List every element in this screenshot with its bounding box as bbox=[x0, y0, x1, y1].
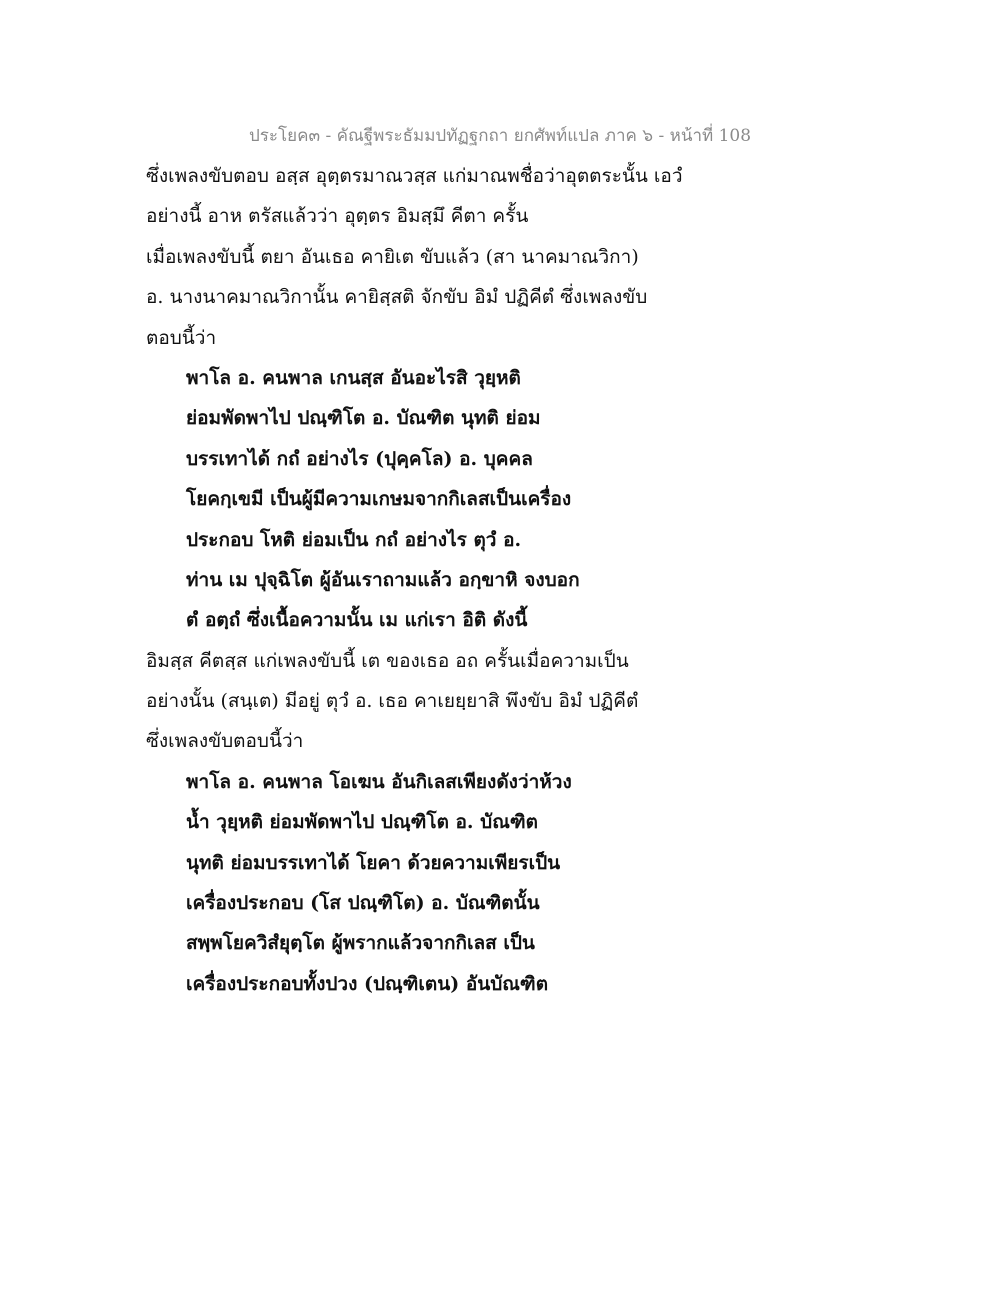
text-line: อิมสฺส คีตสฺส แก่เพลงขับนี้ เต ของเธอ อถ ครั้นเมื่อความเป็น bbox=[146, 649, 629, 672]
verse-line: ย่อมพัดพาไป ปณฺฑิโต อ. บัณฑิต นุทติ ย่อม bbox=[186, 407, 541, 430]
text-line: ซึ่งเพลงขับตอบ อสฺส อุตฺตรมาณวสฺส แก่มาณพชื่อว่าอุตตระนั้น เอวํ bbox=[146, 165, 683, 187]
verse-line: ท่าน เม ปุจฺฉิโต ผู้อันเราถามแล้ว อกฺขาหิ จงบอก bbox=[186, 568, 580, 591]
verse-line: บรรเทาได้ กถํ อย่างไร (ปุคฺคโล) อ. บุคคล bbox=[186, 447, 533, 470]
text-line: ซึ่งเพลงขับตอบนี้ว่า bbox=[146, 730, 304, 753]
verse-line: ตํ อตฺถํ ซึ่งเนื้อความนั้น เม แก่เรา อิติ ดังนี้ bbox=[186, 609, 528, 632]
running-title: ประโยค๓ - คัณฐีพระธัมมปทัฏฐกถา ยกศัพท์แปล ภาค ๖ - หน้าที่ 108 bbox=[248, 126, 752, 146]
text-line: อย่างนี้ อาห ตรัสแล้วว่า อุตฺตร อิมสฺมึ คีตา ครั้น bbox=[146, 205, 529, 228]
verse-line: ประกอบ โหติ ย่อมเป็น กถํ อย่างไร ตุวํ อ. bbox=[186, 528, 522, 551]
verse-line: น้ำ วุยฺหติ ย่อมพัดพาไป ปณฺฑิโต อ. บัณฑิต bbox=[186, 811, 538, 834]
page-header bbox=[0, 122, 1000, 149]
verse-line: นุทติ ย่อมบรรเทาได้ โยคา ด้วยความเพียรเป็น bbox=[186, 851, 561, 874]
verse-line: พาโล อ. คนพาล เกนสฺส อันอะไรสิ วุยฺหติ bbox=[186, 366, 521, 389]
text-line: อย่างนั้น (สนฺเต) มีอยู่ ตุวํ อ. เธอ คาเยยฺยาสิ พึงขับ อิมํ ปฏิคีตํ bbox=[146, 690, 639, 713]
text-line: เมื่อเพลงขับนี้ ตยา อันเธอ คายิเต ขับแล้ว (สา นาคมาณวิกา) bbox=[146, 245, 639, 268]
verse-line: สพฺพโยควิสํยุตฺโต ผู้พรากแล้วจากกิเลส เป็น bbox=[186, 932, 535, 955]
text-line: อ. นางนาคมาณวิกานั้น คายิสฺสติ จักขับ อิมํ ปฏิคีตํ ซึ่งเพลงขับ bbox=[146, 286, 648, 309]
verse-line: โยคกฺเขมี เป็นผู้มีความเกษมจากกิเลสเป็นเครื่อง bbox=[186, 488, 572, 511]
text-line: ตอบนี้ว่า bbox=[146, 326, 217, 349]
verse-line: เครื่องประกอบ (โส ปณฺฑิโต) อ. บัณฑิตนั้น bbox=[186, 892, 540, 915]
body-text bbox=[146, 156, 846, 1004]
verse-line: เครื่องประกอบทั้งปวง (ปณฺฑิเตน) อันบัณฑิต bbox=[186, 972, 549, 995]
verse-line: พาโล อ. คนพาล โอเฆน อันกิเลสเพียงดังว่าห้วง bbox=[186, 770, 572, 793]
